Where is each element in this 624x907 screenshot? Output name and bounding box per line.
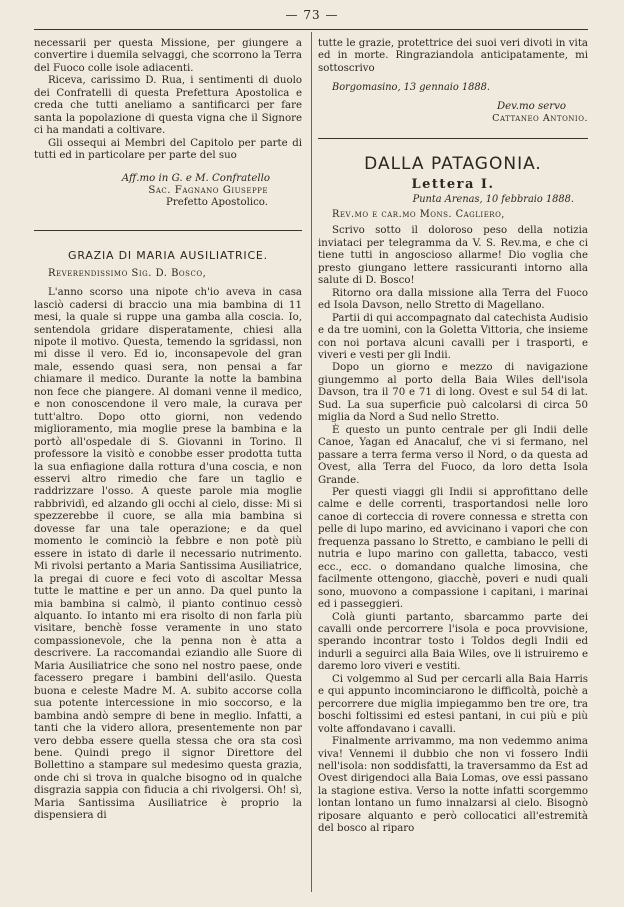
closing-line: Aff.mo in G. e M. Confratello (121, 172, 270, 184)
grazia-salutation: Reverendissimo Sig. D. Bosco, (48, 267, 207, 279)
letter-salutation: Rev.mo e car.mo Mons. Cagliero, (332, 209, 505, 221)
page-number: — 73 — (285, 8, 339, 22)
letter-paragraph: Per questi viaggi gli Indii si approfittano delle calme e delle correnti, trasportandosi nelle loro canoe di corteccia di rovere connessa e stretta con pelle di lupo marino, ed avvicinano i vapori che con frequenza passano lo Stretto, e cambiano le pelli di nutria e lupo marino con galletta, tabacco, vesti ecc., ecc. o domandano qualche limosina, che facilmente ottengono, giacchè, poveri e nudi quali sono, muovono a compassione i capitani, i marinai ed i passeggieri. (318, 487, 588, 611)
signature-name: Sac. Fagnano Giuseppe (148, 184, 268, 196)
header-rule (34, 29, 588, 30)
letter-date: Punta Arenas, 10 febbraio 1888. (412, 193, 574, 205)
letter-paragraph: Colà giunti partanto, sbarcammo parte dei cavalli onde percorrere l'isola e poca provvisione, sperando incontrar tosto i Toldos degli Indii ed indurli a seguirci alla Baia Wiles, ove li istruiremo e daremo loro viveri e vestiti. (318, 611, 588, 673)
letter-paragraph: Scrivo sotto il doloroso peso della notizia inviataci per telegramma da V. S. Rev.ma, e che ci tiene tutti in angoscioso allarme! Dio voglia che presto giungano lettere rassicuranti intorno alla salute di D. Bosco! (318, 225, 588, 287)
section-title: DALLA PATAGONIA. (364, 153, 542, 174)
letter-paragraph: Ci volgemmo al Sud per cercarli alla Baia Harris e qui appunto incominciarono le difficoltà, poichè a percorrere due miglia impiegammo ben tre ore, tra boschi foltissimi ed estesi pantani, in cui più e più volte affondavano i cavalli. (318, 673, 588, 735)
place-date: Borgomasino, 13 gennaio 1888. (332, 82, 490, 94)
grazia-title: GRAZIA DI MARIA AUSILIATRICE. (68, 248, 268, 262)
left-column (34, 38, 302, 823)
closing-line: Dev.mo servo (496, 100, 566, 112)
letter-paragraph: Ritorno ora dalla missione alla Terra del Fuoco ed Isola Davson, nello Stretto di Magellano. (318, 287, 588, 312)
letter-title: Lettera I. (411, 176, 495, 192)
letter-paragraph: È questo un punto centrale per gli Indii delle Canoe, Yagan ed Anacaluf, che vi si fermano, nel passare a terra ferma verso il Nord, o da questa ad Ovest, alla Terra del Fuoco, da loro detta Isola Grande. (318, 424, 588, 486)
signature-name: Cattaneo Antonio. (492, 113, 588, 125)
letter-paragraph: Dopo un giorno e mezzo di navigazione giungemmo al porto della Baia Wiles dell'isola Davson, tra il 70 e 71 di long. Ovest e sul 54 di lat. Sud. La sua superficie può calcolarsi di circa 50 miglia da Nord a Sud nello Stretto. (318, 362, 588, 424)
right-column (318, 38, 588, 836)
intro-paragraph: necessarii per questa Missione, per giungere a convertire i duemila selvaggi, che scorrono la Terra del Fuoco colle isole adiacenti. (34, 38, 302, 74)
intro-paragraph: Riceva, carissimo D. Rua, i sentimenti di duolo dei Confratelli di questa Prefettura Apostolica e creda che tutti aneliamo a santificarci per fare santa la popolazione di questa vigna che il Signore ci ha mandati a coltivare. (34, 75, 302, 137)
column-divider (311, 32, 312, 892)
intro-paragraph: Gli ossequi ai Membri del Capitolo per parte di tutti ed in particolare per parte del suo (34, 137, 302, 162)
letter-paragraph: Partii di qui accompagnato dal catechista Audisio e da tre uomini, con la Goletta Vittoria, che insieme con noi portava alcuni cavalli per i trasporti, e viveri e vesti per gli Indii. (318, 312, 588, 362)
letter-paragraph: Finalmente arrivammo, ma non vedemmo anima viva! Vennemi il dubbio che non vi fossero Indii nell'isola: non soddisfatti, la traversammo da Est ad Ovest dirigendoci alla Baia Lomas, ove essi passano la stagione estiva. Verso la notte infatti scorgemmo lontan lontano un fumo innalzarsi al cielo. Bisognò riposare alquanto e però collocatici all'estremità del bosco al riparo (318, 736, 588, 835)
continued-paragraph: tutte le grazie, protettrice dei suoi veri divoti in vita ed in morte. Ringraziandola anticipatamente, mi sottoscrivo (318, 38, 588, 74)
grazia-body: L'anno scorso una nipote ch'io aveva in casa lasciò cadersi di braccio una mia bambina di 11 mesi, la quale si ruppe una gamba alla coscia. Io, sentendola gridare disperatamente, chiesi alla nipote il motivo. Questa, temendo la sgridassi, non mi disse il vero. Ed io, inconsapevole del gran male, essendo quasi sera, non pensai a far chiamare il medico. Durante la notte la bambina non fece che piangere. Al domani venne il medico, e non conoscendone il vero male, la curava per tutt'altro. Dopo otto giorni, non vedendo miglioramento, mia moglie prese la bambina e la portò all'ospedale di S. Giovanni in Torino. Il professore la visitò e conobbe esser prodotta tutta la sua enfiagione dalla rottura d'una coscia, e non esservi altro rimedio che fare un taglio e raddrizzare l'osso. A queste parole mia moglie rabbrividì, ed alzando gli occhi al cielo, disse: Mi si spezzerebbe il cuore, se alla mia bambina si dovesse far una tale operazione; e da quel momento le cominciò la febbre e non potè più essere in istato di darle il necessario nutrimento. Mi rivolsi pertanto a Maria Santissima Ausiliatrice, la pregai di cuore e feci voto di ascoltar Messa tutte le mattine e per un anno. Da quel punto la mia bambina si calmò, il pianto continuo cessò alquanto. Io intanto mi era risolto di non farla più visitare, benchè fosse veramente in uno stato compassionevole, che la penna non è atta a descrivere. La raccomandai eziandio alle Suore di Maria Ausiliatrice che sono nel nostro paese, onde facessero pregare i bambini dell'asilo. Questa buona e celeste Madre M. A. subito accorse colla sua potente intercessione in mio soccorso, e la bambina andò sempre di bene in meglio. Infatti, a tanti che la videro allora, presentemente non par vero debba essere quella stessa che ora sta così bene. Quindi prego il signor Direttore del Bollettino a stampare sul medesimo questa grazia, onde chi si trova in qualche bisogno od in qualche disgrazia sappia con fiducia a chi rivolgersi. Oh! sì, Maria Santissima Ausiliatrice è proprio la dispensiera di (34, 287, 302, 822)
signature-role: Prefetto Apostolico. (166, 197, 268, 209)
